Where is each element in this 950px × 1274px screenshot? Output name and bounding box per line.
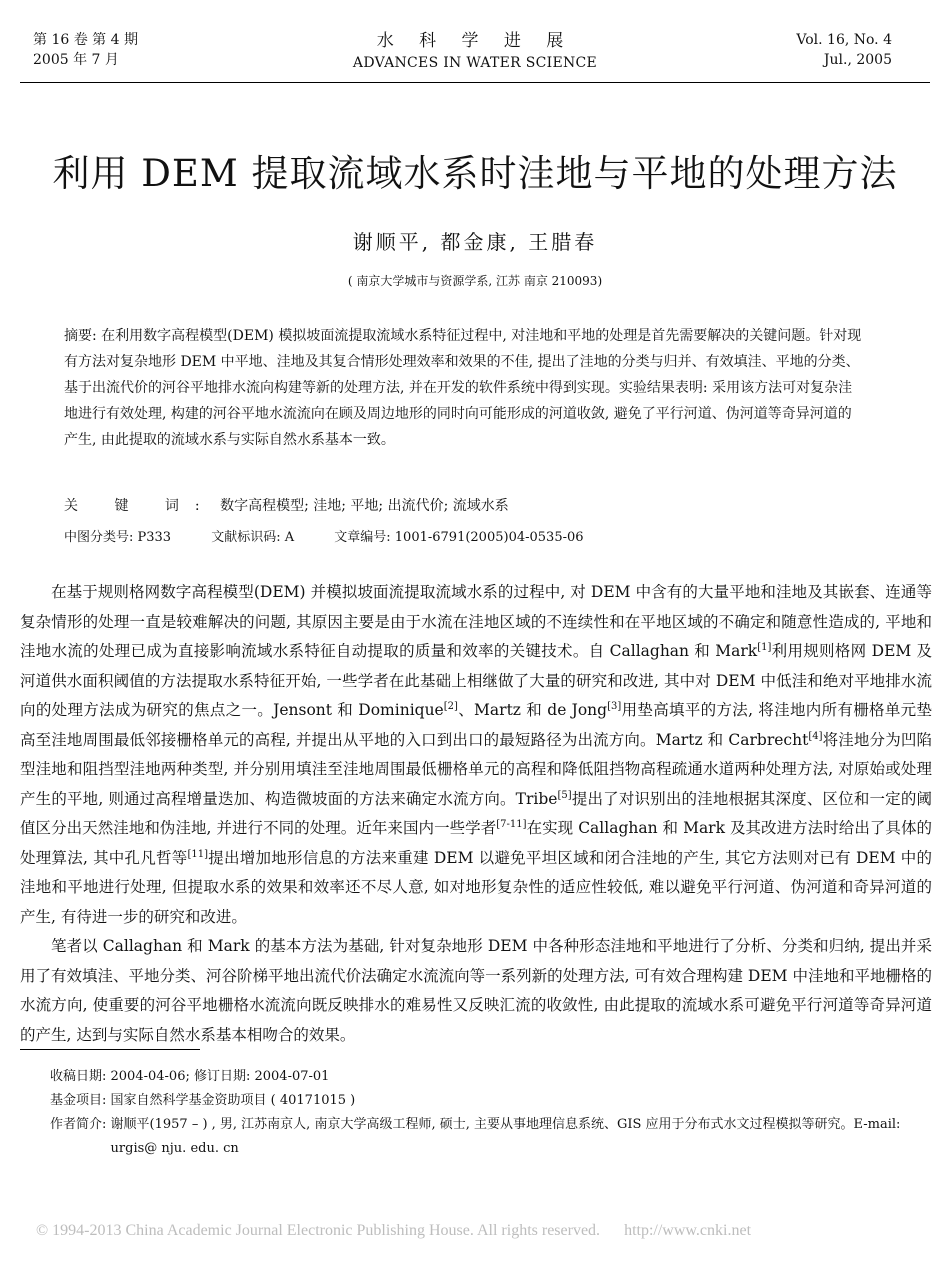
footnote-label: 作者简介: — [50, 1117, 107, 1132]
footnote-text: 谢顺平(1957 – ) , 男, 江苏南京人, 南京大学高级工程师, 硕士, 主要从事地理信息系统、GIS 应用于分布式水文过程模拟等研究。E-mail: urgis@ nju. edu. cn — [110, 1117, 901, 1156]
header-divider — [20, 82, 930, 83]
citation: [4] — [808, 730, 823, 742]
footnote-text: 收稿日期: 2004-04-06; 修订日期: 2004-07-01 — [50, 1069, 330, 1084]
keywords-label: 关 键 词: — [64, 498, 216, 514]
body-paragraph — [20, 578, 932, 932]
body-text-span: 用垫高填平的方法, 将洼地内所有栅格单元垫高至洼地周围最低邻接栅格单元的高程, 并提出从平地的入口到出口的最短路径为出流方向。Martz 和 Carbrecht — [20, 701, 933, 749]
copyright-url[interactable]: http://www.cnki.net — [624, 1222, 752, 1239]
journal-name-cn: 水 科 学 进 展 — [376, 31, 574, 51]
paper-title: 利用 DEM 提取流域水系时洼地与平地的处理方法 — [52, 152, 898, 195]
volume-info — [796, 30, 892, 70]
issue-volume: 第 16 卷 第 4 期 — [33, 32, 138, 48]
footnote-divider — [20, 1049, 200, 1050]
volume-date: Jul., 2005 — [823, 52, 892, 68]
copyright-text: © 1994-2013 China Academic Journal Electronic Publishing House. All rights reserved. — [36, 1222, 601, 1239]
body-text — [20, 578, 932, 1050]
article-number: 文章编号: 1001-6791(2005)04-0535-06 — [334, 530, 584, 545]
author-list: 谢顺平, 都金康, 王腊春 — [352, 230, 598, 254]
abstract — [64, 323, 864, 453]
volume-number: Vol. 16, No. 4 — [796, 32, 892, 48]
journal-name-en: ADVANCES IN WATER SCIENCE — [352, 55, 598, 71]
citation: [2] — [443, 700, 458, 712]
body-text-span: 提出增加地形信息的方法来重建 DEM 以避免平坦区域和闭合洼地的产生, 其它方法则对已有 DEM 中的洼地和平地进行处理, 但提取水系的效果和效率还不尽人意, 如对地形复杂性的适应性较低, 难以避免平行河道、伪河道和奇异河道的产生, 有待进一步的研究和改进。 — [20, 848, 933, 926]
abstract-text: 在利用数字高程模型(DEM) 模拟坡面流提取流域水系特征过程中, 对洼地和平地的处理是首先需要解决的关键问题。针对现有方法对复杂地形 DEM 中平地、洼地及其复合情形处理效率和效果的不佳, 提出了洼地的分类与归并、有效填洼、平地的分类、基于出流代价的河谷平地排水流向构建等新的处理方法, 并在开发的软件系统中得到实现。实验结果表明: 采用该方法可对复杂洼地进行有效处理, 构建的河谷平地水流流向在顾及周边地形的同时向可能形成的河道收敛, 避免了平行河道、伪河道等奇异河道的产生, 由此提取的流域水系与实际自然水系基本一致。 — [64, 328, 862, 448]
copyright-watermark — [36, 1222, 751, 1240]
abstract-label: 摘要: — [64, 328, 97, 344]
classification-line — [64, 528, 584, 548]
citation: [7-11] — [496, 818, 527, 830]
footnote-label: 基金项目: — [50, 1093, 107, 1108]
body-text-span: 在实现 Callaghan 和 Mark 及其改进方法时给出了具体的处理算法, 其中孔凡哲等 — [20, 819, 933, 867]
issue-date: 2005 年 7 月 — [33, 52, 119, 68]
affiliation: ( 南京大学城市与资源学系, 江苏 南京 210093) — [347, 274, 603, 288]
document-code: 文献标识码: A — [211, 530, 295, 545]
footnote-received — [50, 1065, 910, 1089]
clc-number: 中图分类号: P333 — [64, 530, 172, 545]
citation: [1] — [757, 641, 772, 653]
footnote-text: 国家自然科学基金资助项目 ( 40171015 ) — [110, 1093, 356, 1108]
footnote-fund — [50, 1089, 910, 1113]
body-paragraph: 笔者以 Callaghan 和 Mark 的基本方法为基础, 针对复杂地形 DEM 中各种形态洼地和平地进行了分析、分类和归纳, 提出并采用了有效填洼、平地分类、河谷阶梯平地出流代价法确定水流流向等一系列新的处理方法, 可有效合理构建 DEM 中洼地和平地栅格的水流方向, 使重要的河谷平地栅格水流流向既反映排水的难易性又反映汇流的收敛性, 由此提取的流域水系可避免平行河道等奇异河道的产生, 达到与实际自然水系基本相吻合的效果。 — [20, 937, 932, 1044]
citation: [5] — [557, 789, 572, 801]
body-text-span: 利用规则格网 DEM 及河道供水面积阈值的方法提取水系特征开始, 一些学者在此基础上相继做了大量的研究和改进, 其中对 DEM 中低洼和绝对平地排水流向的处理方法成为研究的焦点之一。Jensont 和 Dominique — [20, 642, 933, 719]
footnote-author — [50, 1113, 910, 1161]
citation: [11] — [187, 848, 209, 860]
body-text-span: 在基于规则格网数字高程模型(DEM) 并模拟坡面流提取流域水系的过程中, 对 DEM 中含有的大量平地和洼地及其嵌套、连通等复杂情形的处理一直是较难解决的问题, 其原因主要是由于水流在洼地区域的不连续性和在平地区域的不确定和随意性造成的, 平地和洼地水流的处理已成为直接影响流域水系特征自动提取的质量和效率的关键技术。自 Callaghan 和 Mark — [20, 583, 932, 660]
body-text-span: 提出了对识别出的洼地根据其深度、区位和一定的阈值区分出天然洼地和伪洼地, 并进行不同的处理。近年来国内一些学者 — [20, 789, 932, 837]
citation: [3] — [607, 700, 622, 712]
keywords-text: 数字高程模型; 洼地; 平地; 出流代价; 流域水系 — [220, 498, 509, 514]
keywords — [64, 496, 509, 516]
body-text-span: 、Martz 和 de Jong — [457, 701, 608, 719]
body-text-span: 将洼地分为凹陷型洼地和阻挡型洼地两种类型, 并分别用填洼至洼地周围最低栅格单元的高程和降低阻挡物高程疏通水道两种处理方法, 对原始或处理产生的平地, 则通过高程增量迭加、构造微坡面的方法来确定水流方向。Tribe — [20, 730, 932, 808]
footnotes — [50, 1065, 910, 1161]
